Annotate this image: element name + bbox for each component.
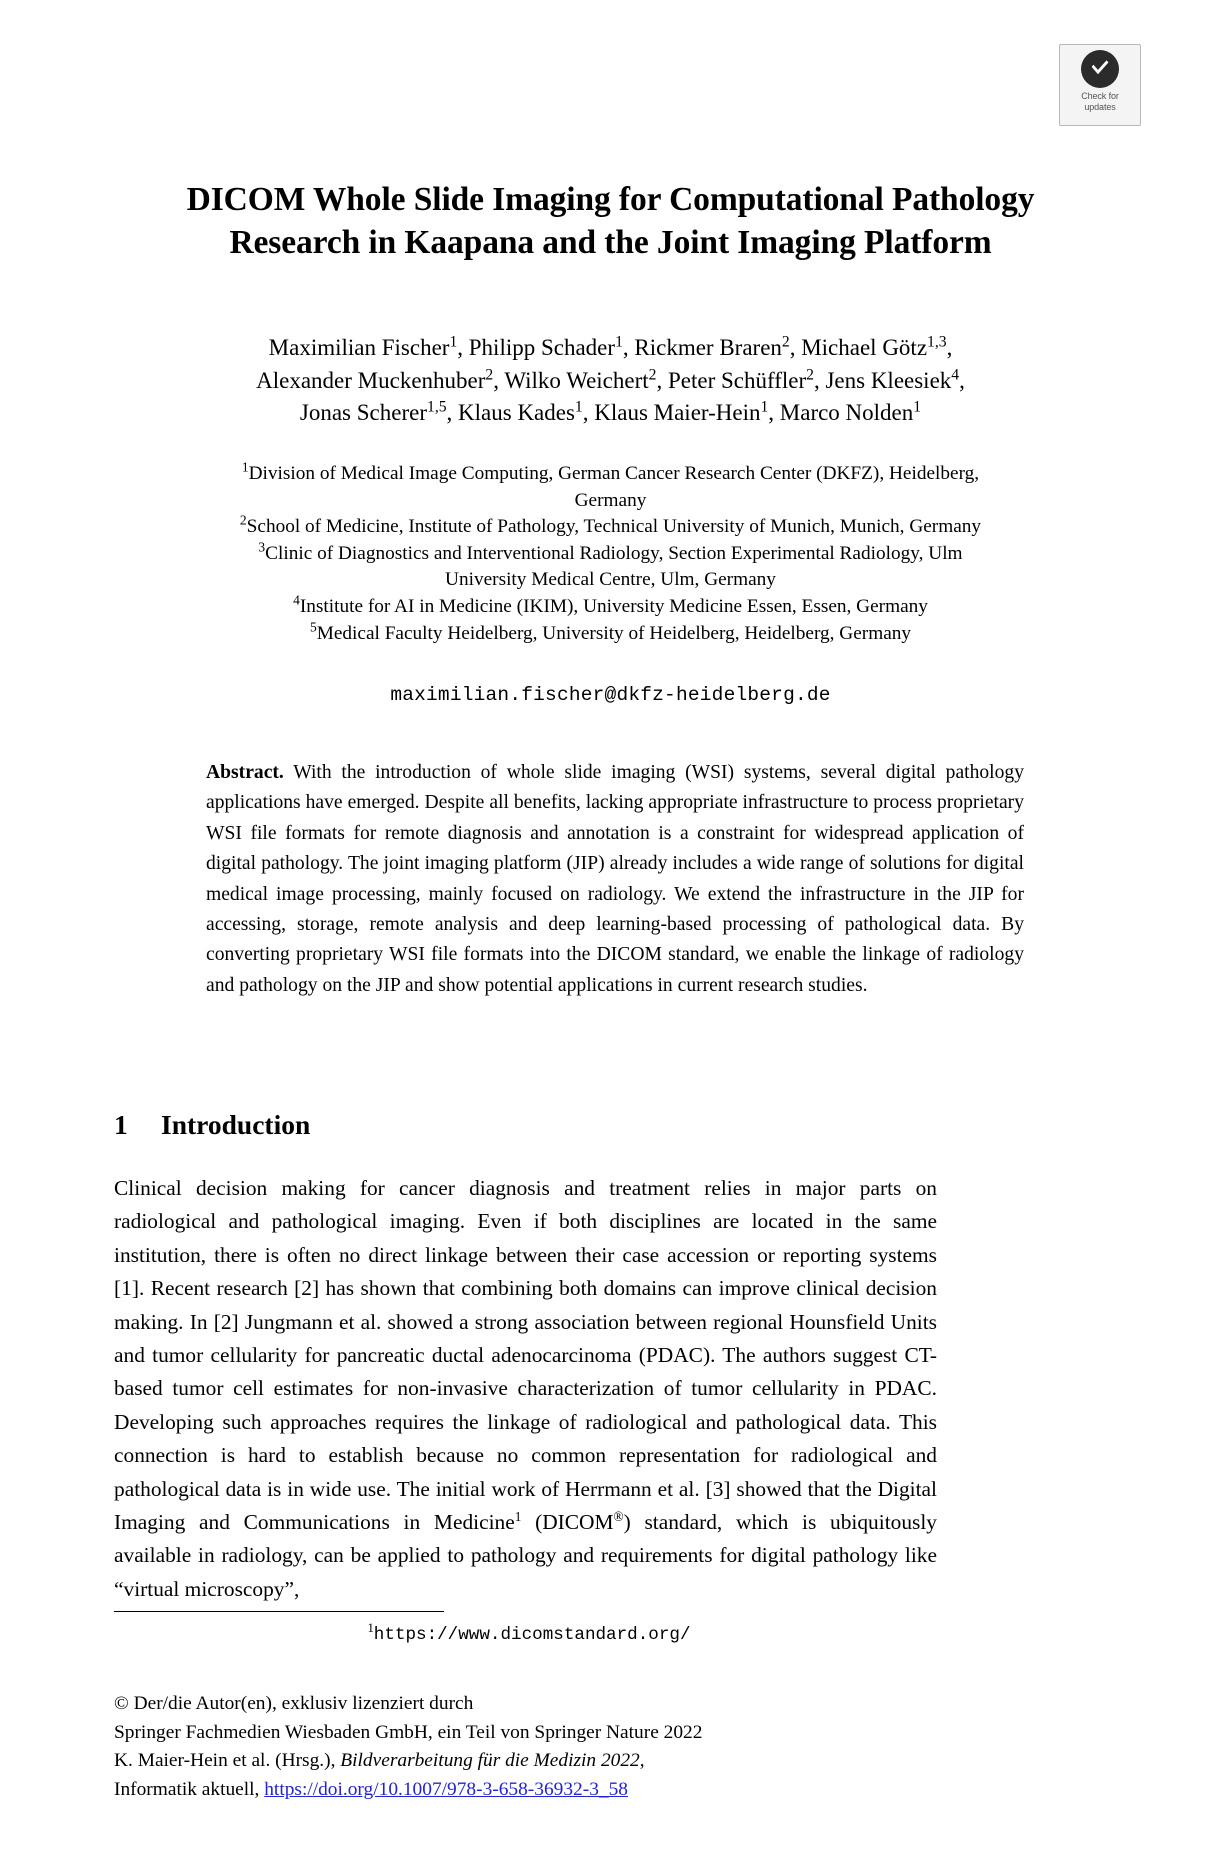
badge-label-line1: Check for (1081, 91, 1119, 101)
introduction-paragraph: Clinical decision making for cancer diagnosis and treatment relies in major parts on radiological and pathological imaging. Even if both disciplines are located in the same institution, there is often no direct linkage between their case accession or reporting systems [1]. Recent research [2] has shown that combining both domains can improve clinical decision making. In [2] Jungmann et al. showed a strong association between regional Hounsfield Units and tumor cellularity for pancreatic ductal adenocarcinoma (PDAC). The authors suggest CT-based tumor cell estimates for non-invasive characterization of tumor cellularity in PDAC. Developing such approaches requires the linkage of radiological and pathological data. This connection is hard to establish because no common representation for radiological and pathological data is in wide use. The initial work of Herrmann et al. [3] showed that the Digital Imaging and Communications in Medicine$^1$ (DICOM®) standard, which is ubiquitously available in radiology, can be applied to pathology and requirements for digital pathology like “virtual microscopy”, (114, 1176, 937, 1601)
corresponding-email[interactable]: maximilian.fischer@dkfz-heidelberg.de (390, 684, 831, 706)
copyright-line-3 (114, 1747, 874, 1776)
check-for-updates-badge[interactable] (1059, 44, 1141, 126)
copyright-line-2: Springer Fachmedien Wiesbaden GmbH, ein Teil von Springer Nature 2022 (114, 1721, 703, 1743)
author-list: Maximilian Fischer$^1$, Philipp Schader$^1$, Rickmer Braren$^2$, Michael Götz$^{1,3}$, Alexander Muckenhuber$^2$, Wilko Weichert$^2$, Peter Schüffler$^2$, Jens Kleesiek$^4$, Jonas Scherer$^{1,5}$, Klaus Kades$^1$, Klaus Maier-Hein$^1$, Marco Nolden$^1$ (256, 333, 965, 425)
abstract-block (206, 758, 1024, 1001)
footnote-1 (114, 1623, 944, 1647)
section-number: 1 (114, 1109, 128, 1140)
check-for-updates-label (1081, 91, 1119, 112)
book-editors: K. Maier-Hein et al. (Hrsg.), (114, 1750, 341, 1772)
section-title: Introduction (161, 1109, 311, 1140)
copyright-line-1: © Der/die Autor(en), exklusiv lizenziert durch (114, 1693, 474, 1714)
footnote-url[interactable]: https://www.dicomstandard.org/ (373, 1625, 691, 1645)
doi-link[interactable]: https://doi.org/10.1007/978-3-658-36932-3_58 (264, 1778, 628, 1800)
footnote-marker: 1 (367, 1621, 374, 1636)
footnote-separator (114, 1611, 444, 1612)
crossmark-check-icon (1081, 50, 1119, 88)
series-name: Informatik aktuell, (114, 1778, 265, 1800)
copyright-block (114, 1690, 874, 1804)
book-title: Bildverarbeitung für die Medizin 2022 (340, 1750, 640, 1772)
section-heading-introduction (114, 1108, 310, 1142)
copyright-line-4 (114, 1776, 874, 1805)
book-title-suffix: , (639, 1750, 645, 1772)
abstract-text: With the introduction of whole slide imaging (WSI) systems, several digital pathology applications have emerged. Despite all benefits, lacking appropriate infrastructure to process proprietary WSI file formats for remote diagnosis and annotation is a constraint for widespread application of digital pathology. The joint imaging platform (JIP) already includes a wide range of solutions for digital medical image processing, mainly focused on radiology. We extend the infrastructure in the JIP for accessing, storage, remote analysis and deep learning-based processing of pathological data. By converting proprietary WSI file formats into the DICOM standard, we enable the linkage of radiology and pathology on the JIP and show potential applications in current research studies. (206, 762, 1025, 996)
affiliation-list: $^1$Division of Medical Image Computing, German Cancer Research Center (DKFZ), Heidelberg, Germany $^2$School of Medicine, Institute of Pathology, Technical University of Munich, Munich, Germany $^3$Clinic of Diagnostics and Interventional Radiology, Section Experimental Radiology, Ulm University Medical Centre, Ulm, Germany $^4$Institute for AI in Medicine (IKIM), University Medicine Essen, Essen, Germany $^5$Medical Faculty Heidelberg, University of Heidelberg, Heidelberg, Germany (239, 459, 982, 644)
page-title: DICOM Whole Slide Imaging for Computational Pathology Research in Kaapana and the Joint Imaging Platform (186, 181, 1035, 262)
badge-label-line2: updates (1084, 101, 1116, 112)
abstract-label: Abstract. (206, 762, 284, 783)
